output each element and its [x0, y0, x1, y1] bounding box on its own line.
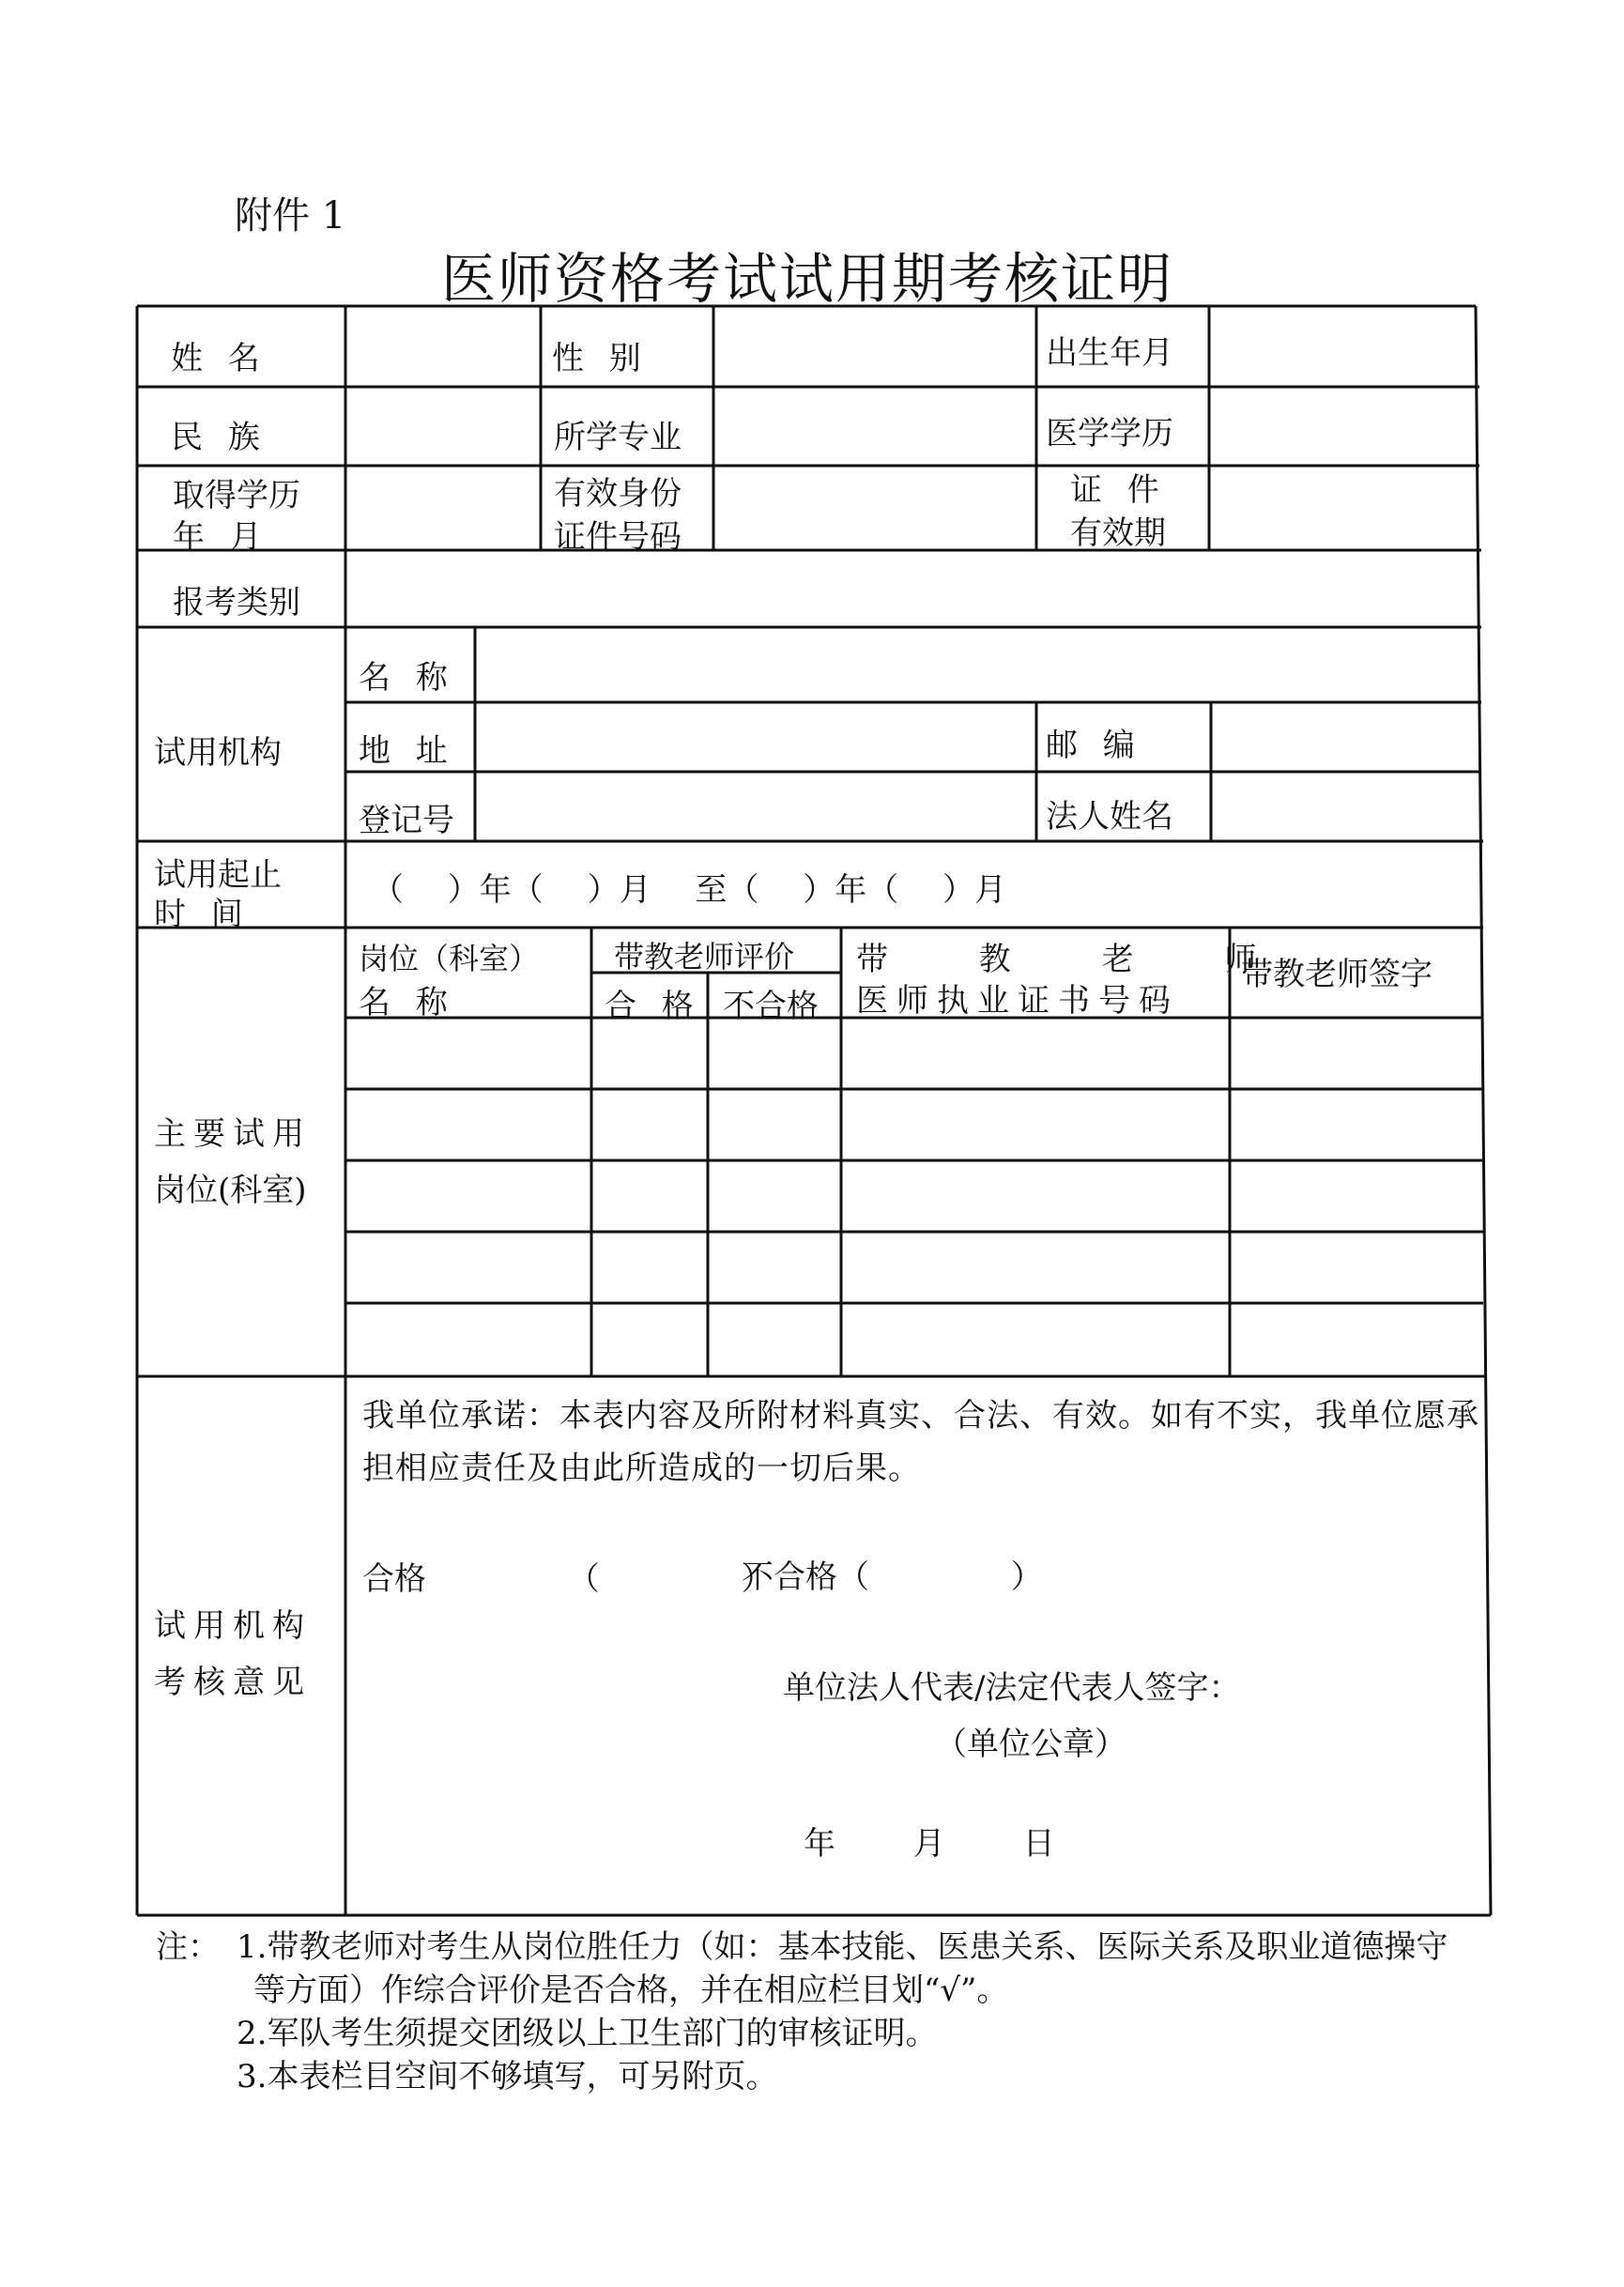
gender-label: 性 别 — [552, 340, 649, 377]
major-label: 所学专业 — [554, 419, 682, 456]
grid-line — [1476, 306, 1491, 1915]
form-title: 医师资格考试试用期考核证明 — [441, 247, 1174, 311]
post-name-header-2: 名 称 — [359, 984, 455, 1021]
cert-number-header-2: 医师执业证书号码 — [856, 982, 1179, 1020]
education-label: 医学学历 — [1046, 415, 1173, 453]
degree-date-label: 取得学历 — [173, 477, 300, 514]
opinion-section-label: 试用机构 — [154, 1607, 312, 1645]
teacher-sign-header: 带教老师签字 — [1241, 956, 1432, 993]
birth-label: 出生年月 — [1046, 334, 1173, 372]
pass-option: 合格 （ ） — [362, 1560, 774, 1598]
teacher-eval-header: 带教老师评价 — [614, 939, 795, 975]
unit-promise-2: 担相应责任及由此所造成的一切后果。 — [362, 1450, 921, 1487]
note-3: 3.本表栏目空间不够填写，可另附页。 — [237, 2058, 778, 2095]
attachment-label: 附件 1 — [235, 194, 346, 238]
institution-address-label: 地 址 — [359, 732, 455, 770]
legal-rep-signature: 单位法人代表/法定代表人签字： — [783, 1669, 1241, 1707]
period-label: 试用起止 — [154, 856, 282, 894]
post-name-header: 岗位（科室） — [359, 941, 540, 976]
exam-category-label: 报考类别 — [173, 584, 300, 622]
name-label: 姓 名 — [171, 340, 268, 377]
opinion-section-label-2: 考核意见 — [154, 1664, 312, 1701]
fail-option: 不合格（ ） — [742, 1558, 1043, 1596]
validity-label: 证 件 — [1070, 471, 1167, 509]
institution-name-label: 名 称 — [359, 659, 455, 697]
opinion-date: 年 月 日 — [804, 1825, 1055, 1863]
note-2: 2.军队考生须提交团级以上卫生部门的审核证明。 — [237, 2015, 938, 2052]
ethnicity-label: 民 族 — [171, 419, 268, 456]
cert-number-header: 带 教 老 师 — [856, 941, 1264, 978]
legal-person-label: 法人姓名 — [1046, 798, 1173, 836]
note-1: 1.带教老师对考生从岗位胜任力（如：基本技能、医患关系、医际关系及职业道德操守 — [237, 1928, 1448, 1966]
unit-seal: （单位公章） — [935, 1726, 1126, 1763]
period-label-2: 时 间 — [154, 896, 251, 933]
id-number-label: 有效身份 — [554, 475, 682, 513]
posts-section-label: 主要试用 — [154, 1115, 312, 1153]
note-1-continued: 等方面）作综合评价是否合格，并在相应栏目划“√”。 — [253, 1972, 1009, 2009]
institution-section-label: 试用机构 — [154, 734, 282, 772]
unit-promise: 我单位承诺：本表内容及所附材料真实、合法、有效。如有不实，我单位愿承 — [362, 1397, 1479, 1435]
id-number-label-2: 证件号码 — [554, 518, 682, 556]
notes-prefix: 注： — [156, 1928, 220, 1966]
posts-section-label-2: 岗位(科室) — [154, 1172, 307, 1209]
degree-date-label-2: 年 月 — [173, 518, 269, 556]
pass-column-header: 合 格 — [605, 988, 701, 1025]
postcode-label: 邮 编 — [1046, 727, 1142, 764]
fail-column-header: 不合格 — [723, 988, 819, 1025]
registration-label: 登记号 — [359, 802, 454, 839]
validity-label-2: 有效期 — [1070, 514, 1166, 552]
period-dates: （ ）年（ ）月 至（ ）年（ ）月 — [372, 871, 1007, 909]
